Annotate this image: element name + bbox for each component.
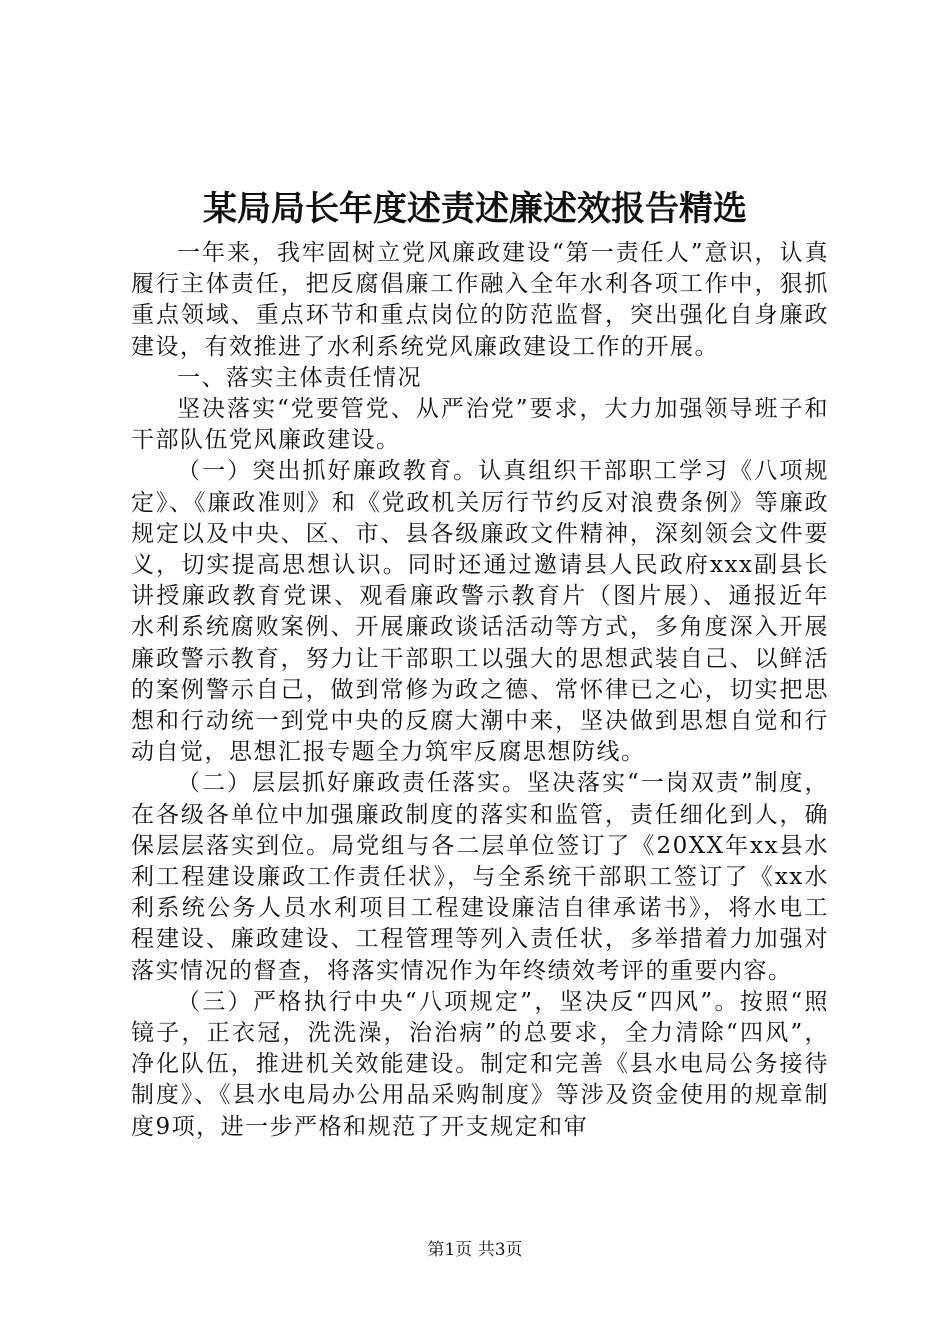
item-one-paragraph: （一）突出抓好廉政教育。认真组织干部职工学习《八项规定》、《廉政准则》和《党政机关厉行节约反对浪费条例》等廉政规定以及中央、区、市、县各级廉政文件精神，深刻领会文件要义，切实提高思想认识。同时还通过邀请县人民政府xxx副县长讲授廉政教育党课、观看廉政警示教育片（图片展）、通报近年水利系统腐败案例、开展廉政谈话活动等方式，多角度深入开展廉政警示教育，努力让干部职工以强大的思想武装自己、以鲜活的案例警示自己，做到常修为政之德、常怀律已之心，切实把思想和行动统一到党中央的反腐大潮中来，坚决做到思想自觉和行动自觉，思想汇报专题全力筑牢反腐思想防线。 (131, 458, 829, 766)
section-intro-paragraph: 坚决落实“党要管党、从严治党”要求，大力加强领导班子和干部队伍党风廉政建设。 (131, 396, 829, 454)
document-body (131, 238, 829, 1143)
intro-paragraph: 一年来，我牢固树立党风廉政建设“第一责任人”意识，认真履行主体责任，把反腐倡廉工作融入全年水利各项工作中，狠抓重点领域、重点环节和重点岗位的防范监督，突出强化自身廉政建设，有效推进了水利系统党风廉政建设工作的开展。 (131, 240, 829, 360)
document-title: 某局局长年度述责述廉述效报告精选 (203, 189, 747, 229)
item-two-paragraph: （二）层层抓好廉政责任落实。坚决落实“一岗双责”制度，在各级各单位中加强廉政制度的落实和监管，责任细化到人，确保层层落实到位。局党组与各二层单位签订了《20XX年xx县水利工程建设廉政工作责任状》，与全系统干部职工签订了《xx水利系统公务人员水利项目工程建设廉洁自律承诺书》，将水电工程建设、廉政建设、工程管理等列入责任状，多举措着力加强对落实情况的督查，将落实情况作为年终绩效考评的重要内容。 (131, 770, 829, 984)
page-number-footer: 第1页 共3页 (427, 1240, 523, 1260)
section-heading: 一、落实主体责任情况 (177, 364, 422, 391)
item-three-paragraph: （三）严格执行中央“八项规定”，坚决反“四风”。按照“照镜子，正衣冠，洗洗澡，治治病”的总要求，全力清除“四风”，净化队伍，推进机关效能建设。制定和完善《县水电局公务接待制度》、《县水电局办公用品采购制度》等涉及资金使用的规章制度9项，进一步严格和规范了开支规定和审 (131, 988, 829, 1140)
